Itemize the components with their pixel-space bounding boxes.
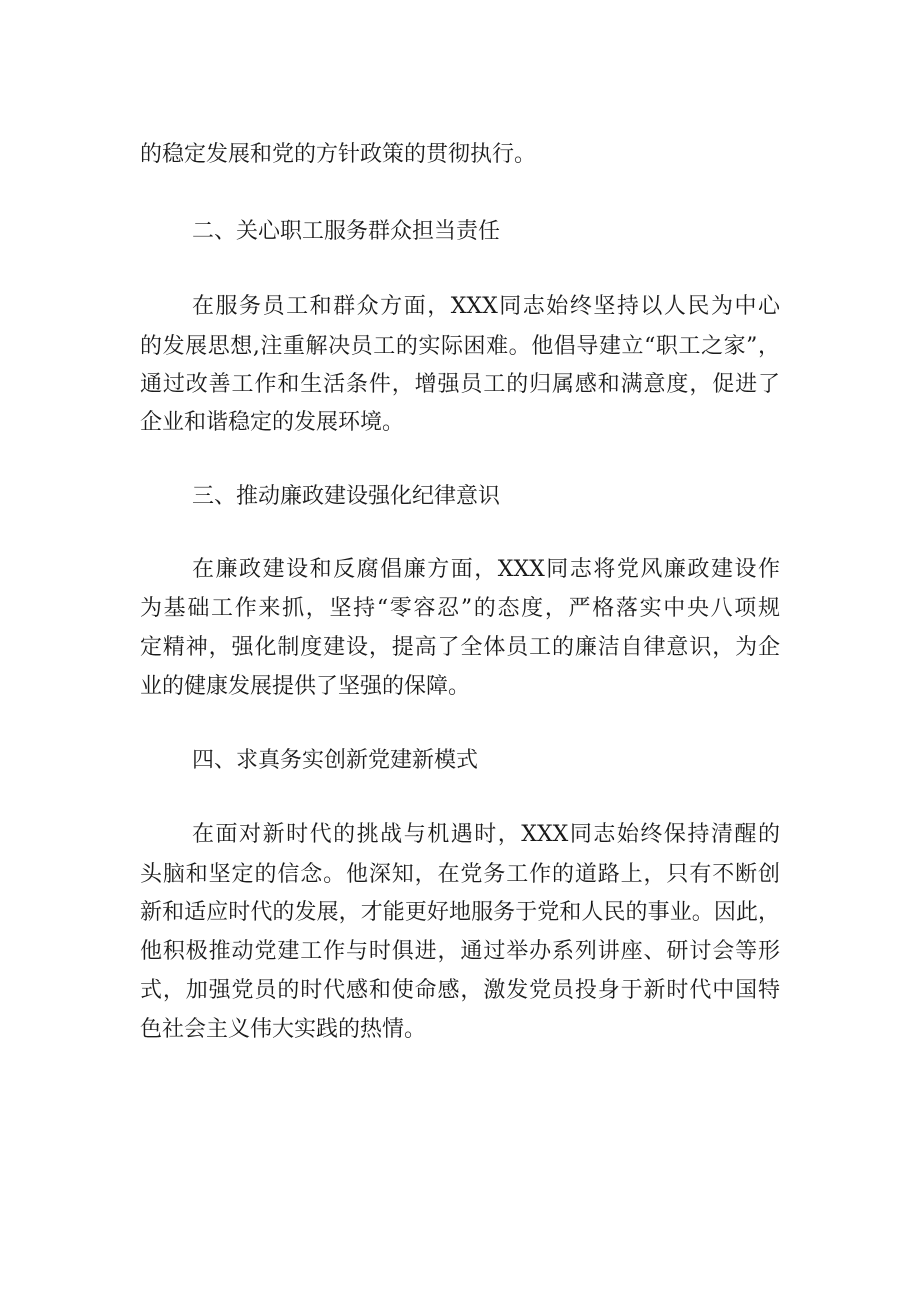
section-4-line-5: 式，加强党员的时代感和使命感，激发党员投身于新时代中国特 [140, 978, 780, 1003]
section-3-line-3: 定精神，强化制度建设，提高了全体员工的廉洁自律意识，为企 [140, 635, 780, 660]
section-4-line-3: 新和适应时代的发展，才能更好地服务于党和人民的事业。因此， [140, 900, 780, 925]
section-2-line-4: 企业和谐稳定的发展环境。 [140, 410, 405, 435]
section-4-line-4: 他积极推动党建工作与时俱进，通过举办系列讲座、研讨会等形 [140, 939, 780, 964]
section-3-line-4: 业的健康发展提供了坚强的保障。 [140, 674, 471, 699]
section-3-line-1: 在廉政建设和反腐倡廉方面，XXX同志将党风廉政建设作 [192, 557, 780, 582]
section-4-heading: 四、求真务实创新党建新模式 [192, 748, 479, 773]
continuation-line-1: 的稳定发展和党的方针政策的贯彻执行。 [140, 142, 537, 167]
section-3-line-2: 为基础工作来抓，坚持“零容忍”的态度，严格落实中央八项规 [140, 596, 780, 621]
section-3-heading: 三、推动廉政建设强化纪律意识 [192, 484, 501, 509]
section-2-line-2: 的发展思想,注重解决员工的实际困难。他倡导建立“职工之家”， [140, 334, 780, 359]
section-4-line-1: 在面对新时代的挑战与机遇时，XXX同志始终保持清醒的 [192, 822, 780, 847]
section-4-line-6: 色社会主义伟大实践的热情。 [140, 1017, 427, 1042]
section-4-line-2: 头脑和坚定的信念。他深知，在党务工作的道路上，只有不断创 [140, 862, 780, 887]
section-2-heading: 二、关心职工服务群众担当责任 [192, 219, 501, 244]
section-2-line-1: 在服务员工和群众方面，XXX同志始终坚持以人民为中心 [192, 294, 780, 319]
section-2-line-3: 通过改善工作和生活条件，增强员工的归属感和满意度，促进了 [140, 372, 780, 397]
